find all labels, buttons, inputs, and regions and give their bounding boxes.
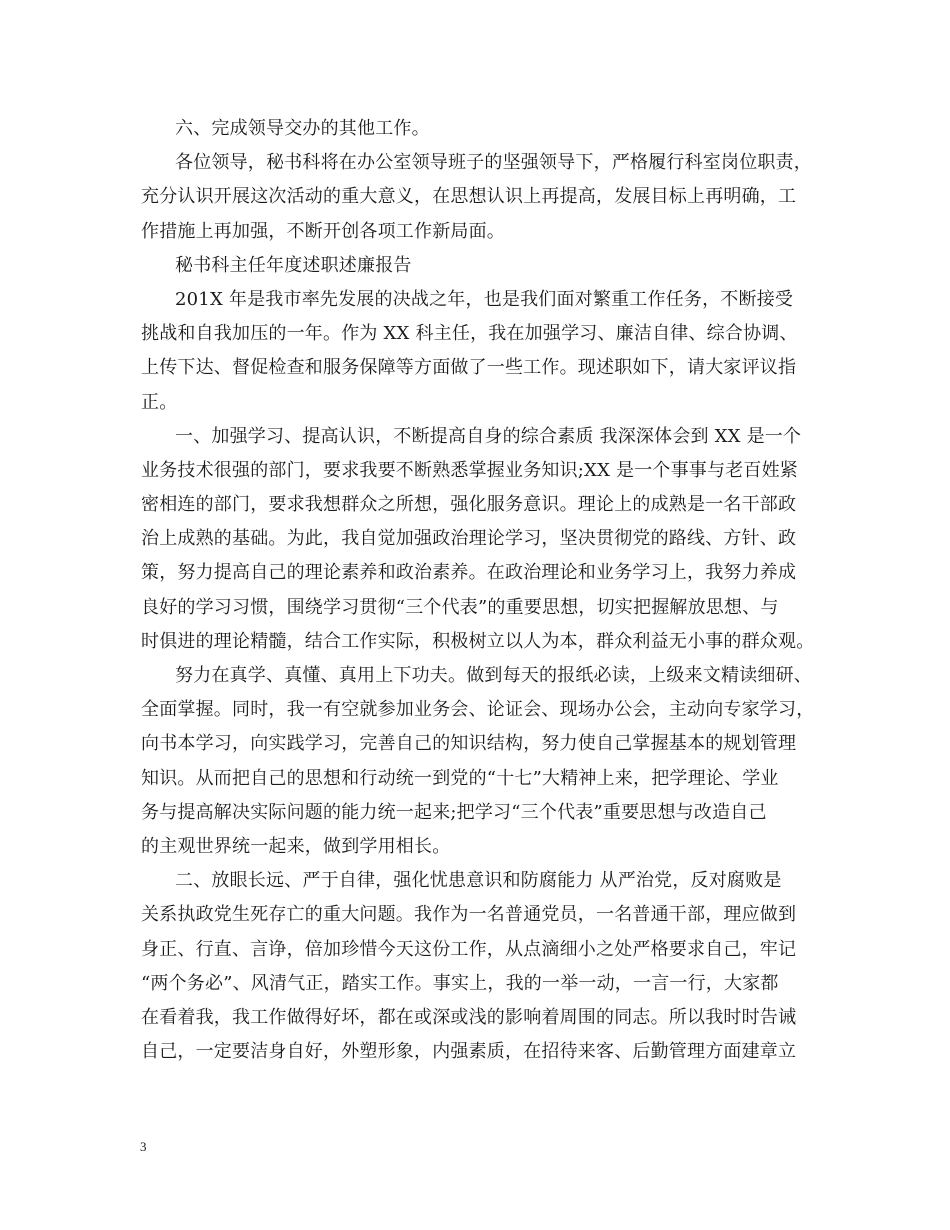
- text-line: 知识。从而把自己的思想和行动统一到党的“十七”大精神上来，把学理论、学业: [141, 767, 779, 789]
- text-line: 密相连的部门，要求我想群众之所想，强化服务意识。理论上的成熟是一名干部政: [141, 494, 797, 516]
- text-line: 策，努力提高自己的理论素养和政治素养。在政治理论和业务学习上，我努力养成: [141, 562, 797, 584]
- text-line: 时俱进的理论精髓，结合工作实际，积极树立以人为本，群众利益无小事的群众观。: [141, 630, 815, 652]
- text-line: 务与提高解决实际问题的能力统一起来;把学习“三个代表”重要思想与改造自己: [141, 801, 767, 823]
- text-line: 关系执政党生死存亡的重大问题。我作为一名普通党员，一名普通干部，理应做到: [141, 904, 797, 926]
- text-line: 挑战和自我加压的一年。作为 XX 科主任，我在加强学习、廉洁自律、综合协调、: [141, 323, 798, 345]
- text-line: 作措施上再加强，不断开创各项工作新局面。: [141, 220, 505, 242]
- text-line: 向书本学习，向实践学习，完善自己的知识结构，努力使自己掌握基本的规划管理: [141, 733, 797, 755]
- text-line: 治上成熟的基础。为此，我自觉加强政治理论学习，坚决贯彻党的路线、方针、政: [141, 528, 797, 550]
- text-line: 201X 年是我市率先发展的决战之年，也是我们面对繁重工作任务，不断接受: [175, 288, 794, 310]
- text-line: 全面掌握。同时，我一有空就参加业务会、论证会、现场办公会，主动向专家学习，: [141, 699, 815, 721]
- text-line: 身正、行直、言诤，倍加珍惜今天这份工作，从点滴细小之处严格要求自己，牢记: [141, 938, 797, 960]
- page-number: 3: [140, 1139, 147, 1154]
- text-line: 上传下达、督促检查和服务保障等方面做了一些工作。现述职如下，请大家评议指: [141, 357, 797, 379]
- text-line: 六、完成领导交办的其他工作。: [175, 118, 430, 139]
- text-line: “两个务必”、风清气正，踏实工作。事实上，我的一举一动，一言一行，大家都: [141, 972, 779, 994]
- text-line: 业务技术很强的部门，要求我要不断熟悉掌握业务知识;XX 是一个事事与老百姓紧: [141, 459, 799, 481]
- text-line: 正。: [141, 391, 178, 413]
- text-line: 自己，一定要洁身自好，外塑形象，内强素质，在招待来客、后勤管理方面建章立: [141, 1041, 797, 1063]
- text-line: 秘书科主任年度述职述廉报告: [175, 254, 412, 276]
- text-line: 一、加强学习、提高认识，不断提高自身的综合素质 我深深体会到 XX 是一个: [175, 425, 802, 447]
- text-line: 的主观世界统一起来，做到学用相长。: [141, 835, 451, 857]
- document-body: [141, 112, 821, 1069]
- text-line: 各位领导，秘书科将在办公室领导班子的坚强领导下，严格履行科室岗位职责，: [175, 152, 812, 174]
- text-line: 二、放眼长远、严于自律，强化忧患意识和防腐能力 从严治党，反对腐败是: [175, 870, 782, 892]
- text-line: 良好的学习习惯，围绕学习贯彻“三个代表”的重要思想，切实把握解放思想、与: [141, 596, 779, 618]
- text-line: 充分认识开展这次活动的重大意义，在思想认识上再提高，发展目标上再明确，工: [141, 186, 797, 208]
- text-line: 在看着我，我工作做得好坏，都在或深或浅的影响着周围的同志。所以我时时告诫: [141, 1006, 797, 1028]
- text-line: 努力在真学、真懂、真用上下功夫。做到每天的报纸必读，上级来文精读细研、: [175, 665, 812, 686]
